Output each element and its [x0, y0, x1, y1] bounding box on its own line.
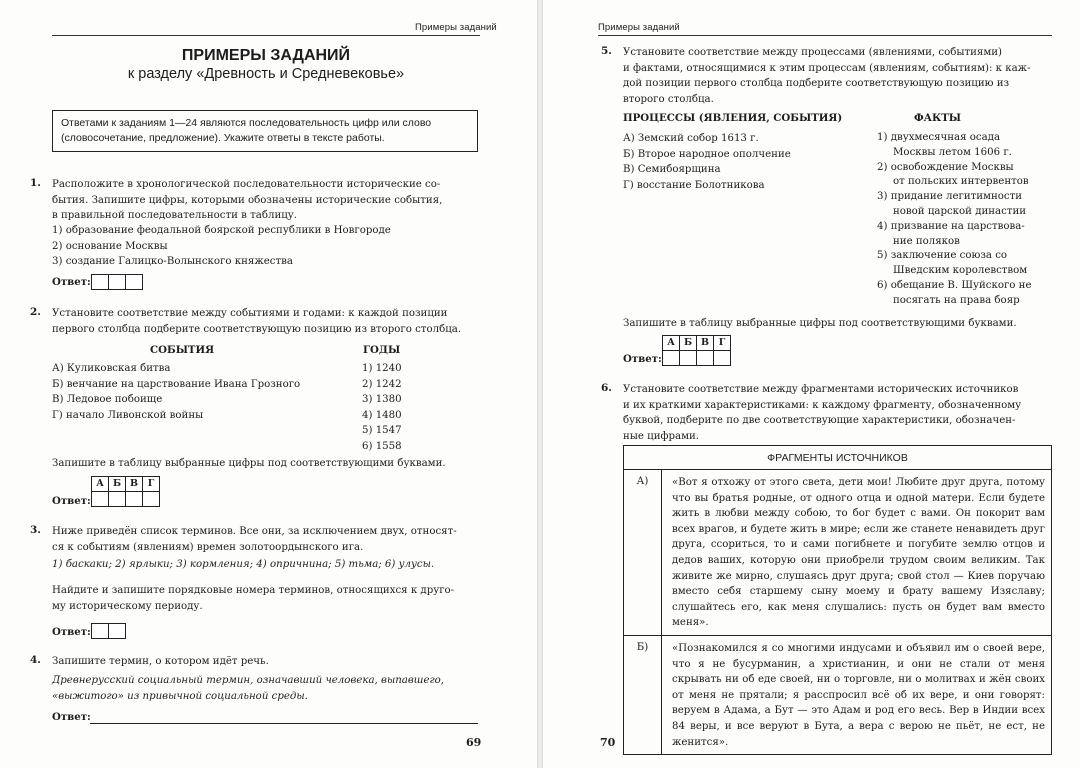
answer-grid-q5[interactable]: [662, 350, 730, 366]
list-item: 3) придание легитимности: [877, 191, 1023, 203]
text-line: дой позиции первого столбца подберите соответствующую позицию из: [623, 78, 1010, 89]
page-subtitle: к разделу «Древность и Средневековье»: [127, 66, 405, 82]
question-4-number: 4.: [30, 654, 41, 666]
letter-cell: Б: [679, 335, 697, 351]
answer-cell[interactable]: [108, 623, 126, 639]
list-item: 4) 1480: [362, 409, 402, 421]
list-item: 2) 1242: [362, 378, 402, 390]
letter-cell: А: [91, 476, 109, 492]
list-item-cont: посягать на права бояр: [893, 294, 1020, 306]
fragment-text: «Познакомился я со многими индусами и объявил им о своей вере, что я не бусурманин, а христианин, и они не стали от меня скрывать ни об еде своей, ни о торговле, ни о молитвах и жён своих от меня не прятали; я расспросил всё об их вере, и они говорят: веруем в Адама, а Бут — это Адам и род его весь. Вер в Индии всех 84 веры, и все веруют в Бута, а вера с верою не пьёт, не ест, не женится».: [672, 642, 1045, 748]
text-line: му историческому периоду.: [52, 600, 203, 612]
text-line: первого столбца подберите соответствующую позицию из второго столбца.: [52, 323, 462, 335]
facts-list: [877, 131, 1032, 309]
question-3-terms: 1) баскаки; 2) ярлыки; 3) кормления; 4) опричнина; 5) тьма; 6) улусы.: [52, 559, 435, 570]
answer-cell[interactable]: [125, 491, 143, 507]
list-item: В) Ледовое побоище: [52, 394, 163, 405]
text-line: Древнерусский социальный термин, означавший человека, выпавшего,: [52, 675, 445, 686]
text-line: буквой, подберите по две соответствующие характеристики, обозначен-: [623, 415, 1016, 426]
text-line: и их краткими характеристиками: к каждому фрагменту, обозначенному: [623, 399, 1022, 411]
question-1-text: [52, 177, 478, 224]
processes-header: ПРОЦЕССЫ (ЯВЛЕНИЯ, СОБЫТИЯ): [623, 112, 843, 124]
answer-grid-q2[interactable]: [91, 491, 159, 507]
answer-grid-q1[interactable]: [91, 274, 142, 290]
answer-label: Ответ:: [52, 276, 91, 288]
list-item: 1) 1240: [362, 363, 402, 374]
question-5-text: [623, 45, 1051, 107]
events-list: [52, 361, 300, 423]
right-page: [543, 0, 1080, 768]
answer-label: Ответ:: [52, 626, 91, 638]
list-item: 3) 1380: [362, 394, 402, 405]
question-1-number: 1.: [30, 177, 41, 189]
events-header: СОБЫТИЯ: [150, 344, 215, 356]
answer-label: Ответ:: [623, 353, 662, 365]
answer-cell[interactable]: [142, 491, 160, 507]
text-line: Найдите и запишите порядковые номера терминов, относящихся к друго-: [52, 585, 455, 596]
list-item: Г) восстание Болотникова: [623, 179, 765, 191]
question-5-note: Запишите в таблицу выбранные цифры под соответствующими буквами.: [623, 318, 1017, 329]
question-1-items: [52, 223, 391, 270]
list-item: 3) создание Галицко-Волынского княжества: [52, 256, 293, 267]
text-line: Установите соответствие между событиями и годами: к каждой позиции: [52, 308, 448, 319]
facts-header: ФАКТЫ: [914, 112, 962, 124]
text-line: второго столбца.: [623, 93, 714, 105]
list-item-cont: Шведским королевством: [893, 265, 1028, 277]
fragment-row: [624, 470, 1051, 636]
text-line: ные цифрами.: [623, 430, 700, 442]
answer-cell[interactable]: [696, 350, 714, 366]
question-2-note: Запишите в таблицу выбранные цифры под соответствующими буквами.: [52, 458, 446, 469]
list-item: 6) обещание В. Шуйского не: [877, 279, 1032, 291]
text-line: ся к событиям (явлениям) времен золотоордынского ига.: [52, 541, 364, 553]
letter-cell: В: [125, 476, 143, 492]
text-line: Установите соответствие между фрагментами исторических источников: [623, 384, 1019, 395]
question-6-number: 6.: [601, 382, 612, 394]
list-item: 1) двухмесячная осада: [877, 132, 1001, 143]
question-3-find: [52, 583, 454, 614]
question-3-text: [52, 524, 478, 555]
list-item-cont: Москвы летом 1606 г.: [893, 146, 1012, 158]
question-3-number: 3.: [30, 524, 41, 536]
page-number: 70: [600, 736, 616, 749]
answer-label: Ответ:: [52, 711, 91, 723]
list-item: А) Куликовская битва: [52, 363, 171, 374]
text-line: Ниже приведён список терминов. Все они, за исключением двух, относят-: [52, 526, 457, 537]
answer-cell[interactable]: [108, 274, 126, 290]
list-item: А) Земский собор 1613 г.: [623, 133, 759, 144]
list-item: 4) призвание на царствова-: [877, 220, 1025, 232]
question-4-definition: [52, 673, 444, 704]
header-rule: [52, 35, 480, 36]
answer-letters-q5: [662, 335, 730, 351]
list-item-cont: новой царской династии: [893, 205, 1027, 217]
running-head: Примеры заданий: [415, 22, 497, 33]
years-header: ГОДЫ: [363, 344, 401, 356]
fragment-text: «Вот я отхожу от этого света, дети мои! Любите друг друга, потому что вы братья родные, от одного отца и одной матери. Если будете жить в любви между собою, то бог будет с вами. Он покорит вам всех врагов, и будете жить в мире; если же станете ненавидеть друг друга, ссориться, то и сами погибнете и погубите землю отцов и дедов ваших, которую они приобрели трудом своим великим. Так живите же мирно, слушаясь друг друга; свой стол — Киев поручаю вместо себя старшему сыну моему и брату вашему Изяславу; слушайтесь его, как меня слушались: пусть он будет вам вместо меня».: [672, 477, 1045, 629]
list-item: В) Семибоярщина: [623, 164, 721, 175]
list-item-cont: ние поляков: [893, 235, 960, 247]
letter-cell: Б: [108, 476, 126, 492]
answer-cell[interactable]: [662, 350, 680, 366]
list-item: Б) венчание на царствование Ивана Грозного: [52, 378, 301, 390]
answer-cell[interactable]: [679, 350, 697, 366]
answer-cell[interactable]: [108, 491, 126, 507]
text-line: Установите соответствие между процессами (явлениями, событиями): [623, 47, 1003, 58]
question-4-text: Запишите термин, о котором идёт речь.: [52, 656, 269, 667]
answer-cell[interactable]: [125, 274, 143, 290]
list-item: 2) основание Москвы: [52, 240, 168, 252]
header-rule: [598, 35, 1052, 36]
question-2-number: 2.: [30, 306, 41, 318]
text-line: «выжитого» из привычной социальной среды.: [52, 690, 308, 702]
text-line: Расположите в хронологической последовательности исторические со-: [52, 179, 441, 190]
list-item: 5) заключение союза со: [877, 250, 1008, 262]
text-line: бытия. Запишите цифры, которыми обозначены исторические события,: [52, 194, 443, 206]
fragment-key: А): [624, 470, 662, 635]
answer-cell[interactable]: [91, 623, 109, 639]
page-number: 69: [466, 736, 482, 749]
letter-cell: А: [662, 335, 680, 351]
answer-label: Ответ:: [52, 495, 91, 507]
years-list: [362, 361, 402, 454]
left-page: [0, 0, 537, 768]
page-title: ПРИМЕРЫ ЗАДАНИЙ: [181, 47, 351, 64]
text-line: и фактами, относящимися к этим процессам (явлениям, событиям): к каж-: [623, 62, 1031, 74]
instruction-text: Ответами к заданиям 1—24 являются последовательность цифр или слово (словосочетание, предложение). Укажите ответы в тексте работы.: [61, 117, 432, 144]
list-item: 2) освобождение Москвы: [877, 161, 1014, 173]
answer-line[interactable]: [90, 723, 478, 724]
list-item: 1) образование феодальной боярской республики в Новгороде: [52, 225, 391, 236]
processes-list: [623, 131, 791, 193]
fragments-table-header: ФРАГМЕНТЫ ИСТОЧНИКОВ: [624, 446, 1051, 470]
question-5-number: 5.: [601, 45, 612, 57]
running-head: Примеры заданий: [598, 22, 680, 33]
list-item: Б) Второе народное ополчение: [623, 148, 791, 160]
answer-cell[interactable]: [91, 491, 109, 507]
fragment-key: Б): [624, 636, 662, 754]
answer-grid-q3[interactable]: [91, 623, 125, 639]
answer-letters-q2: [91, 476, 159, 492]
question-2-text: [52, 306, 478, 337]
text-line: в правильной последовательности в таблицу.: [52, 210, 298, 221]
fragment-row: [624, 636, 1051, 754]
letter-cell: В: [696, 335, 714, 351]
answer-cell[interactable]: [91, 274, 109, 290]
list-item: 6) 1558: [362, 440, 402, 452]
instruction-box: [52, 110, 478, 152]
answer-cell[interactable]: [713, 350, 731, 366]
letter-cell: Г: [142, 476, 160, 492]
question-6-text: [623, 382, 1051, 444]
list-item: 5) 1547: [362, 425, 402, 436]
letter-cell: Г: [713, 335, 731, 351]
list-item-cont: от польских интервентов: [893, 176, 1029, 188]
fragments-table: [623, 445, 1052, 755]
list-item: Г) начало Ливонской войны: [52, 409, 204, 421]
